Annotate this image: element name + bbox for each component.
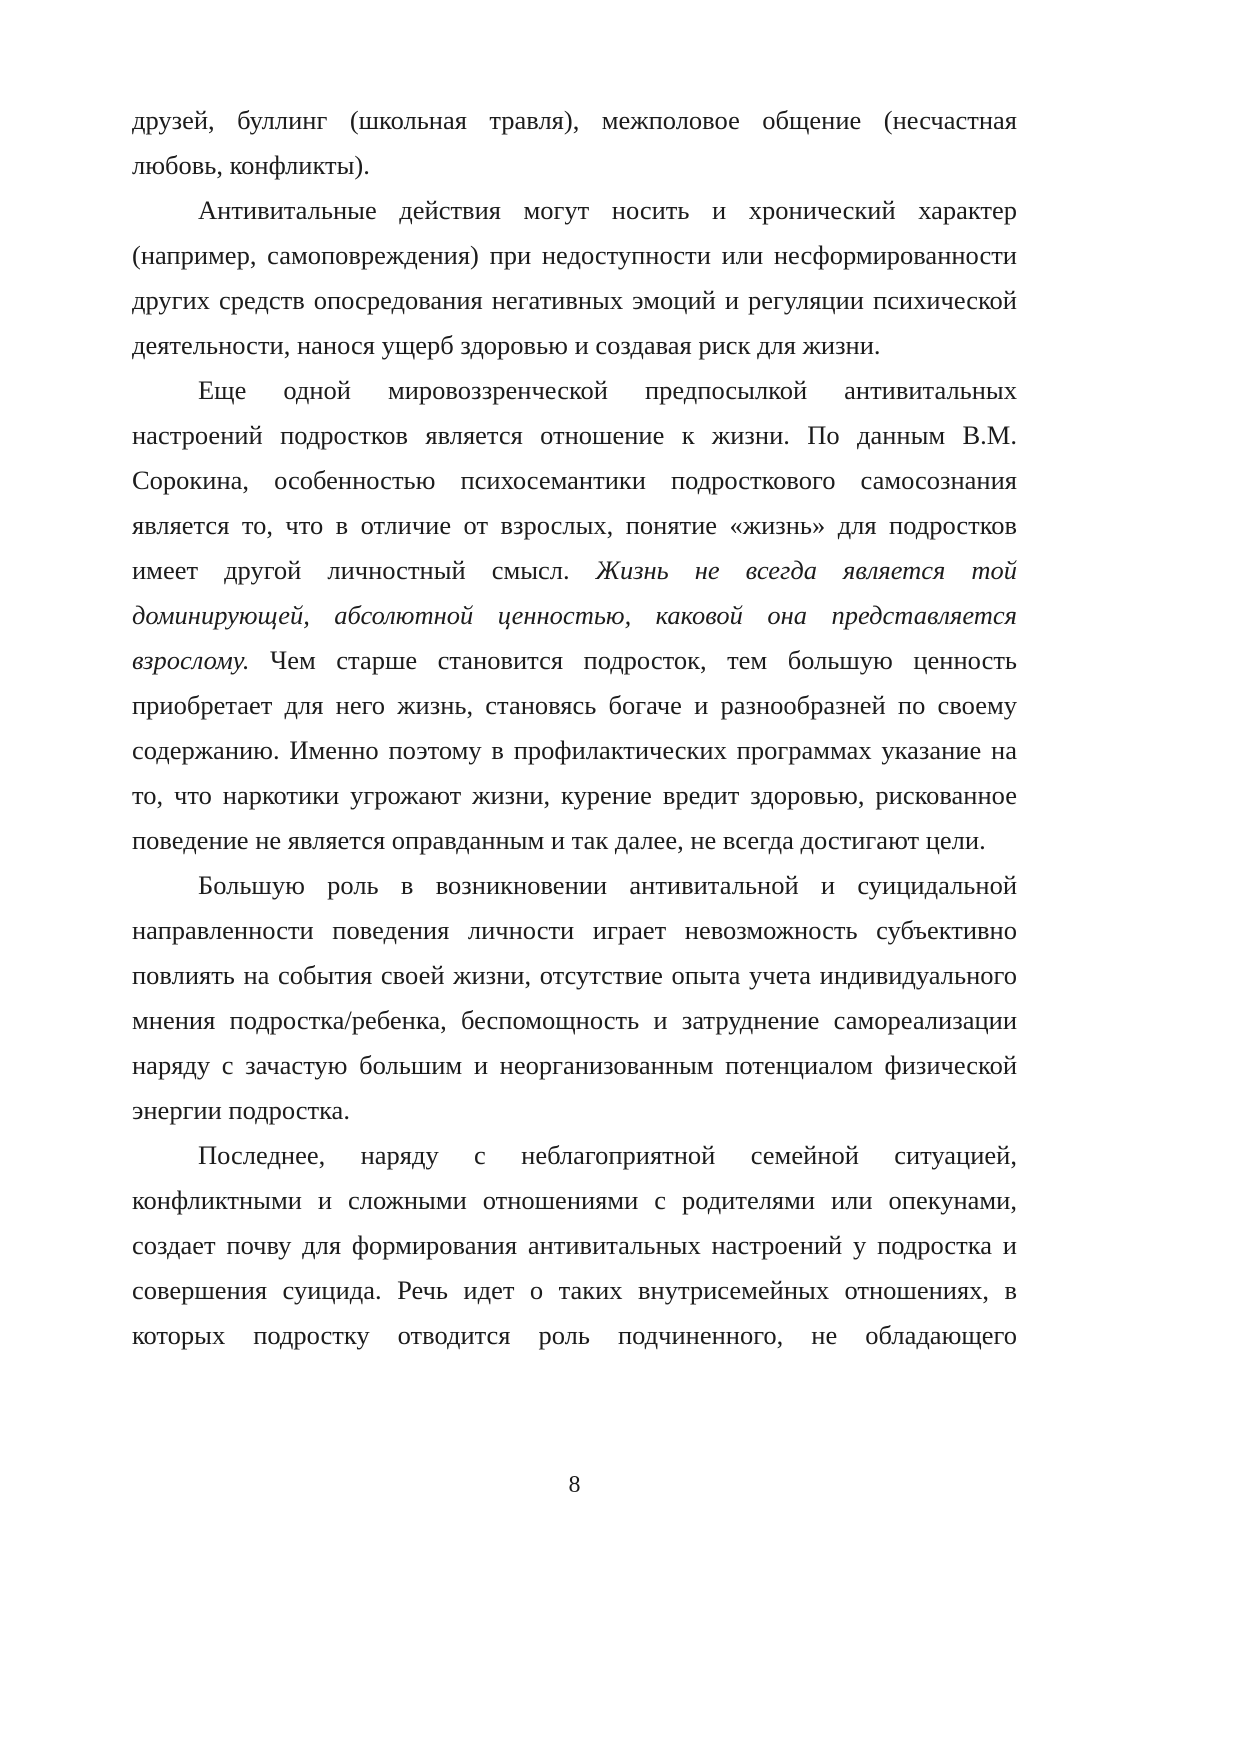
- page-number: 8: [568, 1472, 581, 1498]
- body-text: [132, 98, 1017, 1463]
- paragraph-continuation: друзей, буллинг (школьная травля), межполовое общение (несчастная любовь, конфликты).: [132, 105, 1017, 180]
- paragraph-role-of-helplessness: Большую роль в возникновении антивитальной и суицидальной направленности поведения личности играет невозможность субъективно повлиять на события своей жизни, отсутствие опыта учета индивидуального мнения подростка/ребенка, беспомощность и затруднение самореализации наряду с зачастую большим и неорганизованным потенциалом физической энергии подростка.: [132, 870, 1017, 1125]
- paragraph-antivital-actions: Антивитальные действия могут носить и хронический характер (например, самоповреждения) при недоступности или несформированности других средств опосредования негативных эмоций и регуляции психической деятельности, нанося ущерб здоровью и создавая риск для жизни.: [132, 195, 1017, 360]
- paragraph-text-segment: Чем старше становится подросток, тем большую ценность приобретает для него жизнь, становясь богаче и разнообразней по своему содержанию. Именно поэтому в профилактических программах указание на то, что наркотики угрожают жизни, курение вредит здоровью, рискованное поведение не является оправданным и так далее, не всегда достигают цели.: [132, 645, 1017, 855]
- paragraph-text-segment: Еще одной мировоззренческой предпосылкой антивитальных настроений подростков является отношение к жизни. По данным В.М. Сорокина, особенностью психосемантики подросткового самосознания является то, что в отличие от взрослых, понятие «жизнь» для подростков имеет другой личностный смысл.: [132, 375, 1017, 585]
- paragraph-attitude-to-life: [132, 368, 1017, 863]
- italic-emphasis: Жизнь не всегда является той доминирующей, абсолютной ценностью, каковой она представляется взрослому.: [132, 555, 1017, 675]
- paragraph-family-situation: Последнее, наряду с неблагоприятной семейной ситуацией, конфликтными и сложными отношениями с родителями или опекунами, создает почву для формирования антивитальных настроений у подростка и совершения суицида. Речь идет о таких внутрисемейных отношениях, в которых подростку отводится роль подчиненного, не обладающего: [132, 1140, 1017, 1350]
